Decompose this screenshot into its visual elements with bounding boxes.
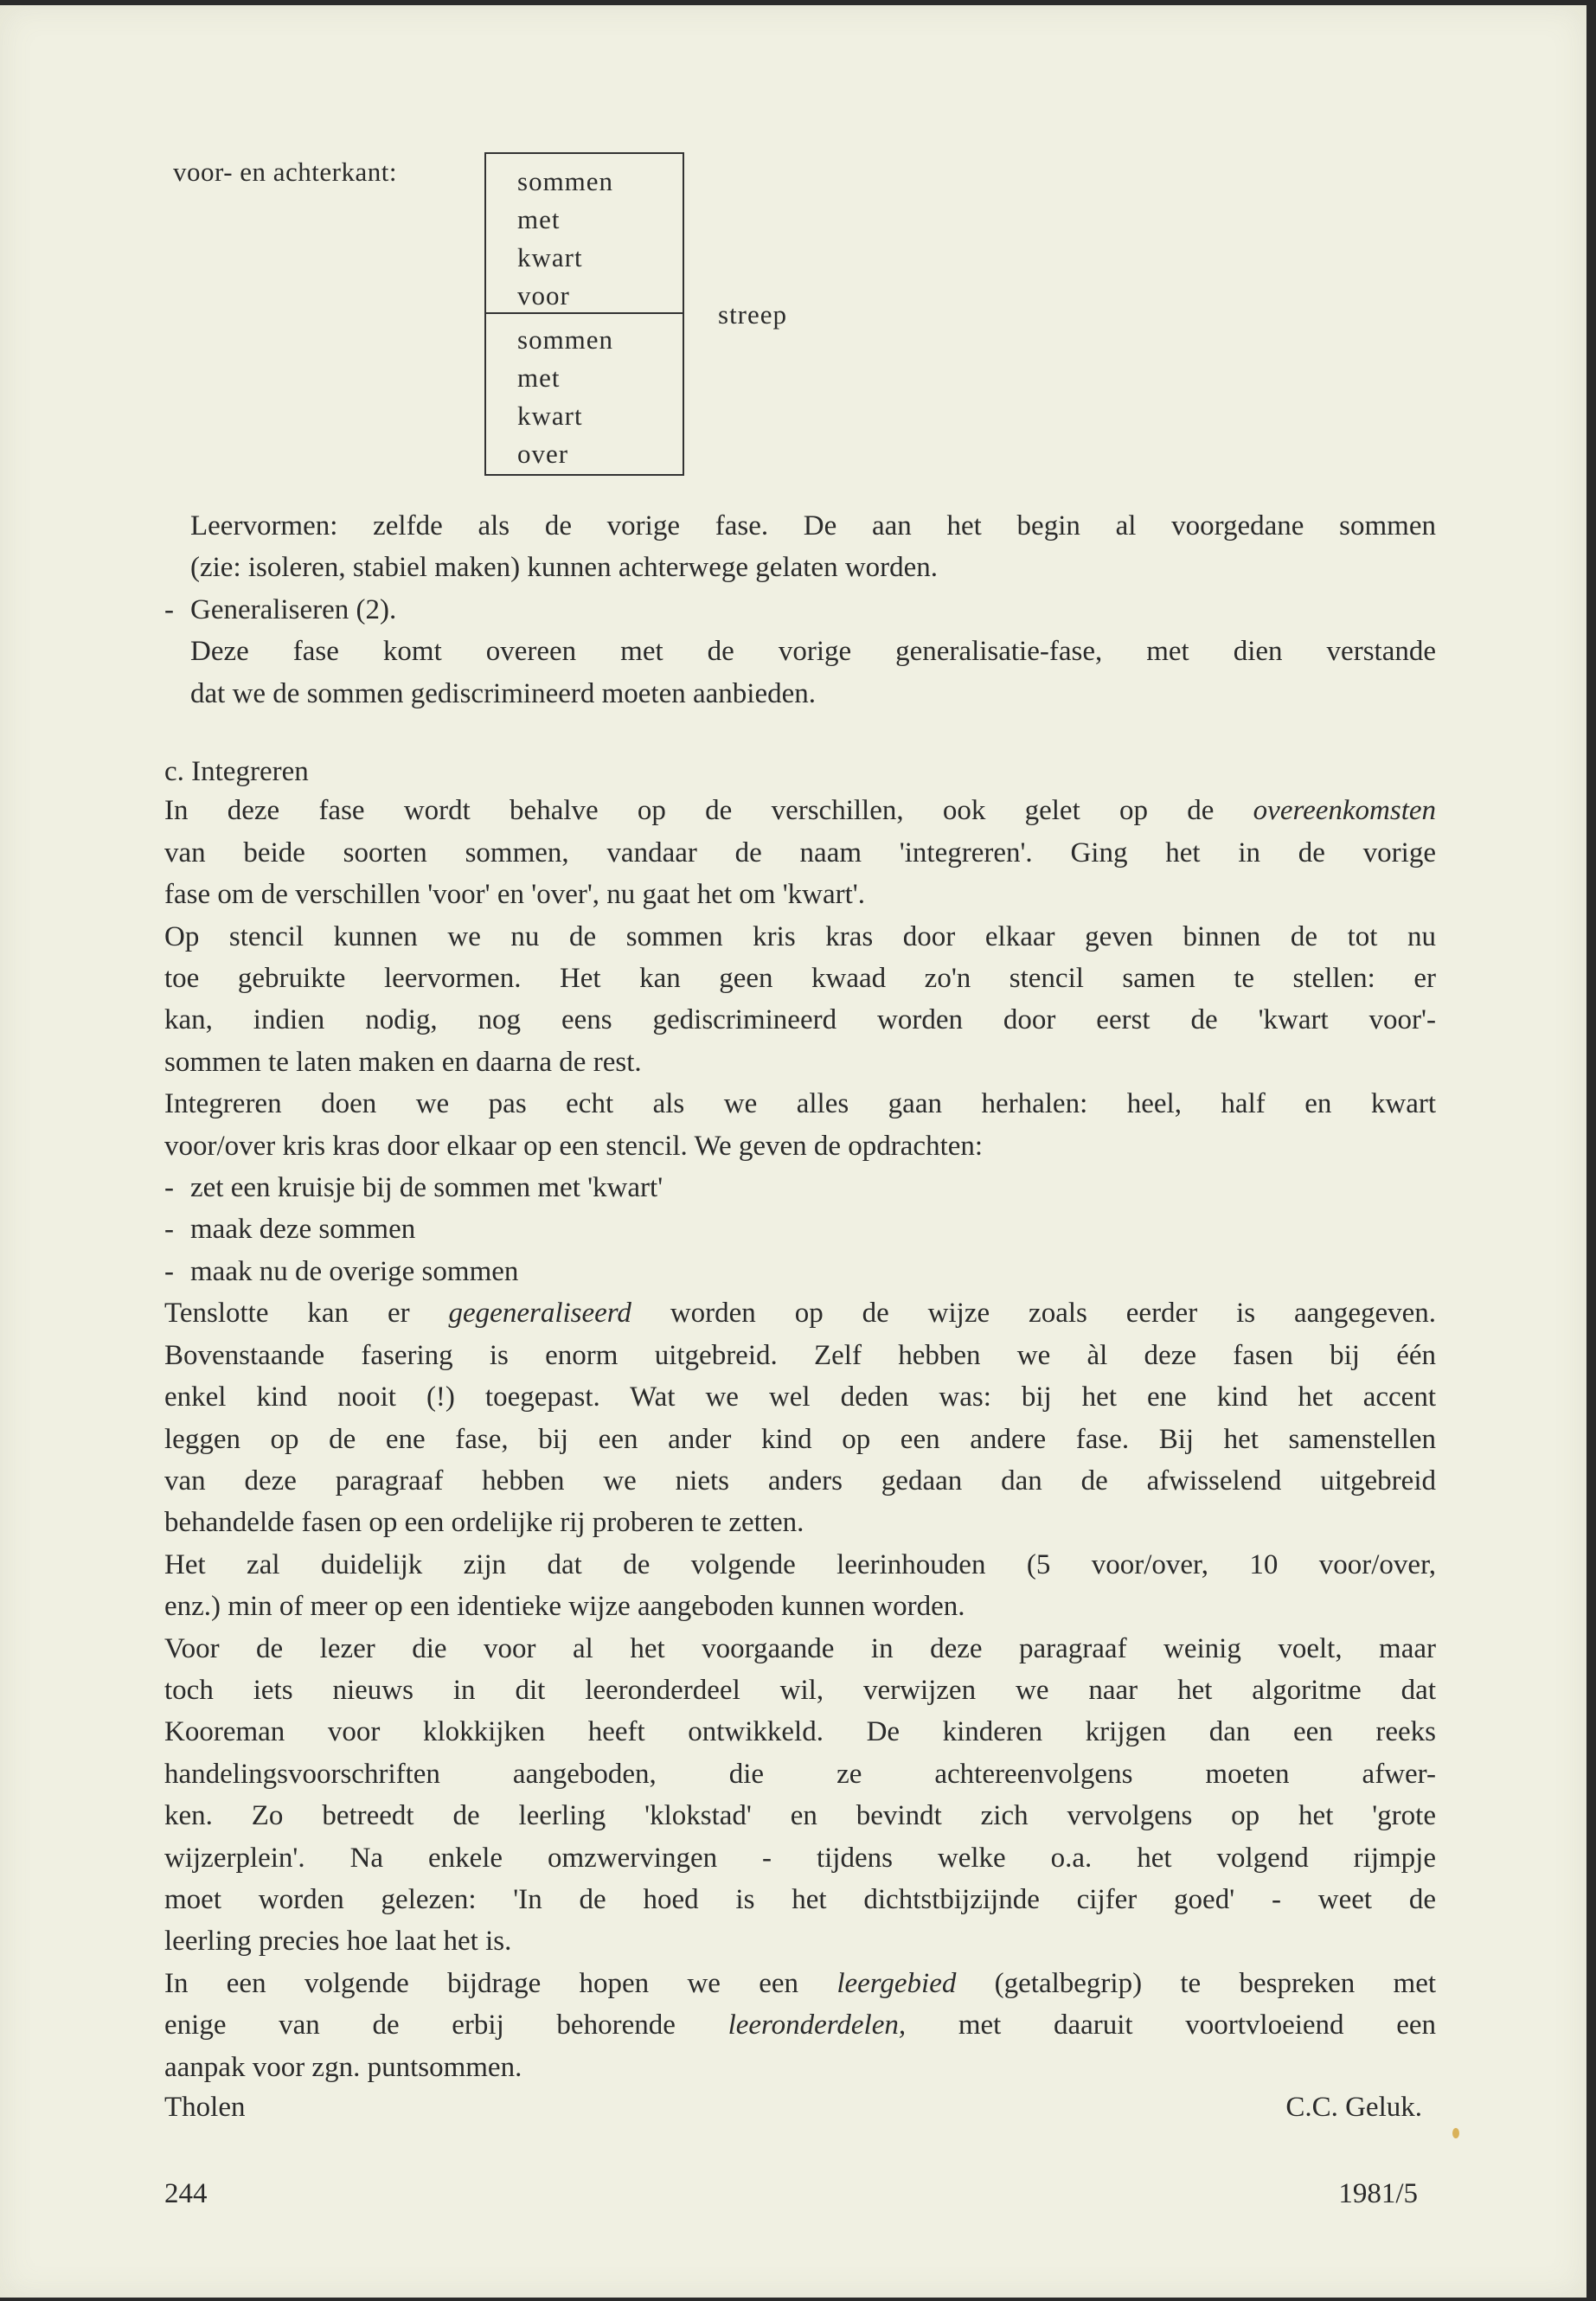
text-line: leggen op de ene fase, bij een ander kind op een andere fase. Bij het samenstellen: [164, 1423, 1436, 1455]
issue-number: 1981/5: [1338, 2178, 1418, 2209]
card-front-line: met: [517, 204, 561, 234]
text-line: wijzerplein'. Na enkele omzwervingen - tijdens welke o.a. het volgend rijmpje: [164, 1842, 1436, 1874]
text-line: Op stencil kunnen we nu de sommen kris kras door elkaar geven binnen de tot nu: [164, 920, 1436, 952]
text-line: enkel kind nooit (!) toegepast. Wat we wel deden was: bij het ene kind het accent: [164, 1381, 1436, 1413]
text-line: fase om de verschillen 'voor' en 'over', nu gaat het om 'kwart'.: [164, 879, 865, 911]
text-line: Integreren doen we pas echt als we alles gaan herhalen: heel, half en kwart: [164, 1088, 1436, 1120]
text-line: In deze fase wordt behalve op de verschillen, ook gelet op de overeenkomsten: [164, 795, 1437, 827]
text-line: In een volgende bijdrage hopen we een leergebied (getalbegrip) te bespreken met: [164, 1967, 1437, 1999]
emphasis: leeronderdelen,: [727, 2009, 907, 2041]
card-back-line: kwart: [517, 401, 583, 431]
diagram-label: voor- en achterkant:: [173, 157, 397, 187]
text-line: Kooreman voor klokkijken heeft ontwikkeld. De kinderen krijgen dan een reeks: [164, 1716, 1436, 1748]
text-line: enz.) min of meer op een identieke wijze aangeboden kunnen worden.: [164, 1591, 965, 1623]
text-line: sommen te laten maken en daarna de rest.: [164, 1046, 642, 1078]
text-line: Deze fase komt overeen met de vorige generalisatie-fase, met dien verstande: [190, 636, 1436, 668]
card-front-line: sommen: [517, 166, 614, 196]
card-box: [484, 152, 684, 476]
card-back-line: sommen: [517, 324, 614, 355]
text-line: Bovenstaande fasering is enorm uitgebreid. Zelf hebben we àl deze fasen bij één: [164, 1339, 1436, 1371]
text-line: enige van de erbij behorende leeronderdelen, met daaruit voortvloeiend een: [164, 2009, 1437, 2041]
text-line: toe gebruikte leervormen. Het kan geen kwaad zo'n stencil samen te stellen: er: [164, 963, 1436, 995]
text-line: ken. Zo betreedt de leerling 'klokstad' en bevindt zich vervolgens op het 'grote: [164, 1800, 1436, 1832]
card-back-line: met: [517, 362, 561, 393]
text-line: toch iets nieuws in dit leeronderdeel wil, verwijzen we naar het algoritme dat: [164, 1674, 1436, 1706]
text-line: Het zal duidelijk zijn dat de volgende leerinhouden (5 voor/over, 10 voor/over,: [164, 1548, 1436, 1580]
card-front-line: voor: [517, 280, 570, 311]
text-line: behandelde fasen op een ordelijke rij proberen te zetten.: [164, 1507, 804, 1539]
text-line: voor/over kris kras door elkaar op een stencil. We geven de opdrachten:: [164, 1130, 984, 1162]
list-item: - maak nu de overige sommen: [164, 1251, 1436, 1292]
text-line: Leervormen: zelfde als de vorige fase. De aan het begin al voorgedane sommen: [190, 510, 1436, 542]
text-line: van beide soorten sommen, vandaar de naam 'integreren'. Ging het in de vorige: [164, 836, 1436, 868]
text-line: aanpak voor zgn. puntsommen.: [164, 2051, 522, 2083]
text-line: Voor de lezer die voor al het voorgaande in deze paragraaf weinig voelt, maar: [164, 1632, 1436, 1664]
section-c-text: [164, 751, 1436, 2088]
text-line: kan, indien nodig, nog eens gediscrimineerd worden door eerst de 'kwart voor'-: [164, 1004, 1436, 1036]
card-back: [486, 314, 683, 474]
subheading: Generaliseren (2).: [190, 593, 397, 625]
section-b-text: [164, 505, 1436, 715]
bullet-dash: -: [164, 593, 174, 625]
list-item: [164, 589, 1436, 631]
card-back-line: over: [517, 439, 569, 469]
card-front: [486, 154, 683, 314]
bullet-dash: -: [164, 1172, 174, 1204]
divider-label: streep: [718, 299, 788, 330]
list-item: - zet een kruisje bij de sommen met 'kwart': [164, 1167, 1436, 1208]
signature-place: Tholen: [164, 2092, 246, 2123]
card-front-line: kwart: [517, 242, 583, 272]
section-heading: c. Integreren: [164, 756, 309, 787]
text-line: leerling precies hoe laat het is.: [164, 1926, 512, 1958]
emphasis: gegeneraliseerd: [448, 1298, 631, 1330]
ink-spot: [1452, 2128, 1459, 2138]
emphasis: overeenkomsten: [1253, 795, 1437, 827]
text-line: van deze paragraaf hebben we niets anders gedaan dan de afwisselend uitgebreid: [164, 1465, 1436, 1497]
text-line: dat we de sommen gediscrimineerd moeten aanbieden.: [190, 677, 816, 709]
text-line: Tenslotte kan er gegeneraliseerd worden op de wijze zoals eerder is aangegeven.: [164, 1298, 1437, 1330]
signature-author: C.C. Geluk.: [1285, 2092, 1422, 2123]
bullet-dash: -: [164, 1214, 174, 1246]
text-line: moet worden gelezen: 'In de hoed is het dichtstbijzijnde cijfer goed' - weet de: [164, 1883, 1436, 1915]
emphasis: leergebied: [836, 1967, 957, 1999]
page-number: 244: [164, 2178, 208, 2209]
bullet-dash: -: [164, 1255, 174, 1287]
document-page: [0, 5, 1586, 2298]
text-line: handelingsvoorschriften aangeboden, die ze achtereenvolgens moeten afwer-: [164, 1758, 1436, 1790]
text-line: (zie: isoleren, stabiel maken) kunnen achterwege gelaten worden.: [190, 552, 939, 584]
list-item: - maak deze sommen: [164, 1208, 1436, 1250]
